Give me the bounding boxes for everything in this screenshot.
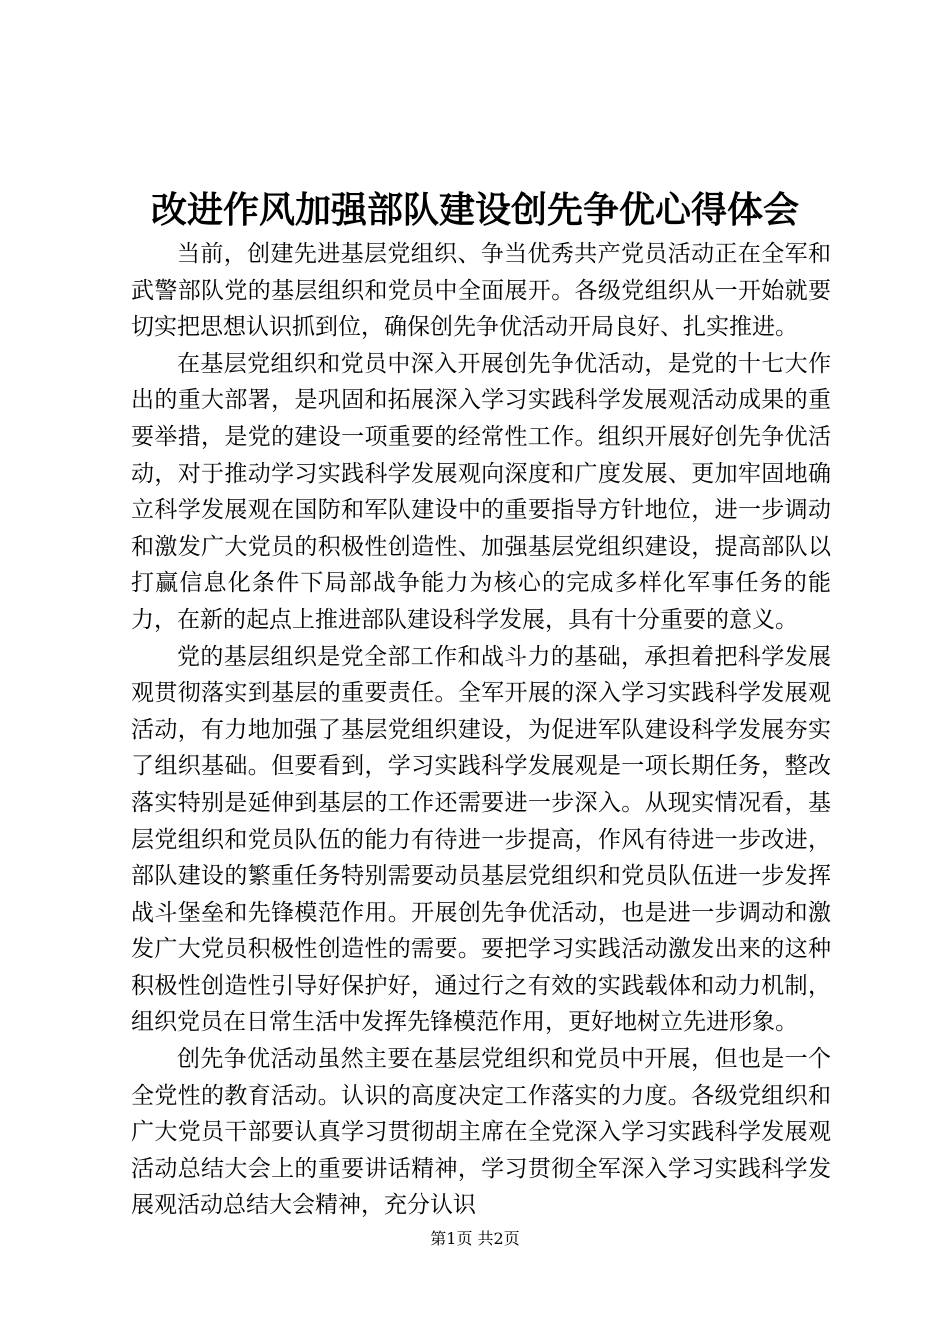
page-number-footer: 第1页 共2页 — [430, 1229, 520, 1248]
document-title: 改进作风加强部队建设创先争优心得体会 — [150, 189, 799, 231]
document-body — [131, 236, 831, 1224]
paragraph: 当前，创建先进基层党组织、争当优秀共产党员活动正在全军和武警部队党的基层组织和党员中全面展开。各级党组织从一开始就要切实把思想认识抓到位，确保创先争优活动开局良好、扎实推进。 — [131, 241, 831, 341]
paragraph: 党的基层组织是党全部工作和战斗力的基础，承担着把科学发展观贯彻落实到基层的重要责任。全军开展的深入学习实践科学发展观活动，有力地加强了基层党组织建设，为促进军队建设科学发展夯实了组织基础。但要看到，学习实践科学发展观是一项长期任务，整改落实特别是延伸到基层的工作还需要进一步深入。从现实情况看，基层党组织和党员队伍的能力有待进一步提高，作风有待进一步改进，部队建设的繁重任务特别需要动员基层党组织和党员队伍进一步发挥战斗堡垒和先锋模范作用。开展创先争优活动，也是进一步调动和激发广大党员积极性创造性的需要。要把学习实践活动激发出来的这种积极性创造性引导好保护好，通过行之有效的实践载体和动力机制，组织党员在日常生活中发挥先锋模范作用，更好地树立先进形象。 — [131, 643, 831, 1036]
paragraph: 在基层党组织和党员中深入开展创先争优活动，是党的十七大作出的重大部署，是巩固和拓展深入学习实践科学发展观活动成果的重要举措，是党的建设一项重要的经常性工作。组织开展好创先争优活动，对于推动学习实践科学发展观向深度和广度发展、更加牢固地确立科学发展观在国防和军队建设中的重要指导方针地位，进一步调动和激发广大党员的积极性创造性、加强基层党组织建设，提高部队以打赢信息化条件下局部战争能力为核心的完成多样化军事任务的能力，在新的起点上推进部队建设科学发展，具有十分重要的意义。 — [131, 350, 831, 633]
paragraph: 创先争优活动虽然主要在基层党组织和党员中开展，但也是一个全党性的教育活动。认识的高度决定工作落实的力度。各级党组织和广大党员干部要认真学习贯彻胡主席在全党深入学习实践科学发展观活动总结大会上的重要讲话精神，学习贯彻全军深入学习实践科学发展观活动总结大会精神，充分认识 — [131, 1046, 831, 1219]
